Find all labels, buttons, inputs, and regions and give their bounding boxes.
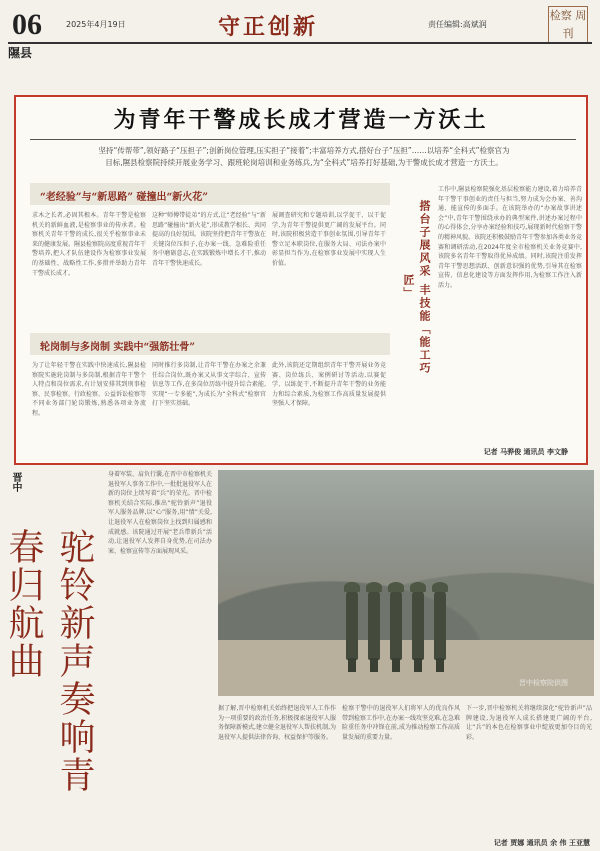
subheading-2: 轮岗制与多岗制 实践中“强筋壮骨” [30,333,390,355]
marching-figure [434,590,446,660]
byline-bottom: 记者 贾娜 通讯员 余 伟 王亚慧 [493,839,590,847]
article-column: 求木之长者,必固其根本。青年干警是检察机关的新鲜血液,是检察事业的传承者。检察机关青年干警的成长,很关乎检察事业未来的健康发展。隰县检察院高度重视青年干警培养,把人才队伍建设作为检察事业发展的基础性、战略性工作,多措并举助力青年干警成长成才。 [32,212,146,277]
article-column: 检察干警中的退役军人们将军人的优良作风带到检察工作中,在办案一线攻坚克难,在急难险重任务中冲锋在前,成为推动检察工作高质量发展的重要力量。 [342,705,460,741]
article-column: 此外,该院还定期组织青年干警开展业务竞赛、岗位练兵、案例研讨等活动,以赛促学、以练促干,不断提升青年干警的业务能力和综合素质,为检察工作高质量发展提供坚强人才保障。 [272,362,386,408]
photo-credit: 晋中检察院供图 [519,679,568,687]
marching-figure [412,590,424,660]
region-label-top: 隰县 [8,46,33,60]
soldiers-photo [218,470,594,696]
article-column: 据了解,晋中检察机关始终把退役军人工作作为一项重要的政治任务,积极探索退役军人服务保障新模式,建立健全退役军人帮扶机制,为退役军人提供法律咨询、权益保护等服务。 [218,705,336,741]
subheading-1: “老经验”与“新思路” 碰撞出“新火花” [30,183,390,205]
article-column: 同时推行多岗制,让青年干警在办案之余兼任综合岗位,既办案又从事文字综合、宣传信息等工作,在多岗位历练中提升综合素能,实现“一专多能”,为成长为“全科式”检察官打下坚实基础。 [152,362,266,408]
marching-figure [390,590,402,660]
headline-rule [30,139,576,140]
bottom-headline: 驼铃新声奏响青春归航曲 [3,528,95,794]
section-title: 守正创新 [218,15,319,40]
masthead-rule [8,42,592,44]
article-column: 身着军装、肩负行囊,在晋中市检察机关退役军人事务工作中,一批批退役军人在新的岗位上续写着“兵”的荣光。晋中检察机关结合实际,推出“驼铃新声”退役军人服务品牌,以“心”服务,用“情”关爱,让退役军人在检察岗位上找到归属感和成就感。该院通过开展“老兵带新兵”活动,让退役军人发挥自身优势,在司法办案、检察宣传等方面展现风采。 [108,471,212,555]
editor-credit: 责任编辑:高斌润 [428,20,487,29]
article-column: 下一步,晋中检察机关将继续深化“驼铃新声”品牌建设,为退役军人成长搭建更广阔的平台,让“兵”的本色在检察事业中绽放更加夺目的光彩。 [466,705,592,741]
mountain-ridge [218,530,594,650]
article-column: 工作中,隰县检察院强化基层检察能力建设,着力培养青年干警干事创业的责任与担当,努力成为会办案、善沟通、能宣传的多面手。在该院举办的“办案故事讲述会”中,青年干警围绕承办的典型案件,讲述办案过程中的心得体会,分享办案经验和技巧,展现新时代检察干警的精神风貌。该院还积极鼓励青年干警参加各类业务竞赛和调研活动,在2024年度全市检察机关业务竞赛中,该院多名青年干警取得优异成绩。同时,该院注重发挥青年干警思想活跃、创新意识强的优势,引导其在检察宣传、信息化建设等方面发挥作用,为检察工作注入新活力。 [438,186,582,289]
article-column: 为了让年轻干警在实践中快速成长,隰县检察院实施轮岗制与多岗制,根据青年干警个人特点和岗位需求,有计划安排其到刑事检察、民事检察、行政检察、公益诉讼检察等不同业务部门轮岗锻炼,熟悉各项业务流程。 [32,362,146,417]
vertical-subheading: 搭台子展风采 丰技能「能工巧匠」 [402,199,431,375]
article-column: 这种“师傅带徒弟”的方式,让“老经验”与“新思路”碰撞出“新火花”,形成教学相长、共同提高的良好氛围。该院坚持把青年干警放在关键岗位压担子,在办案一线、急难险重任务中磨砺意志,在实践锻炼中增长才干,推动青年干警快速成长。 [152,212,266,267]
page-number: 06 [12,8,42,41]
seal-logo: 检察 周刊 [548,6,588,44]
marching-figure [346,590,358,660]
article-column: 展调查研究和专题培训,以学促干、以干促学,为青年干警提供更广阔的发展平台。同时,该院积极营造干事创业氛围,引导青年干警立足本职岗位,在服务大局、司法办案中彰显担当作为,在检察事业发展中实现人生价值。 [272,212,386,267]
masthead [8,6,592,64]
region-label-bottom: 晋中 [10,472,21,492]
issue-date: 2025年4月19日 [66,20,126,29]
top-headline: 为青年干警成长成才营造一方沃土 [113,108,489,133]
marching-figure [368,590,380,660]
top-lead: 坚持“传帮带”,领好路子“压担子”;创新岗位管理,压实担子“接着”;丰富培养方式,搭好台子“压担”……以培养“全科式”检察官为目标,隰县检察院持续开展业务学习、跟班轮岗培训和业务练兵,为“全科式”培养打好基础,为干警成长成才营造一方沃土。 [98,146,510,167]
byline-top: 记者 马骅俊 通讯员 李文静 [483,448,568,456]
top-article [14,95,588,465]
